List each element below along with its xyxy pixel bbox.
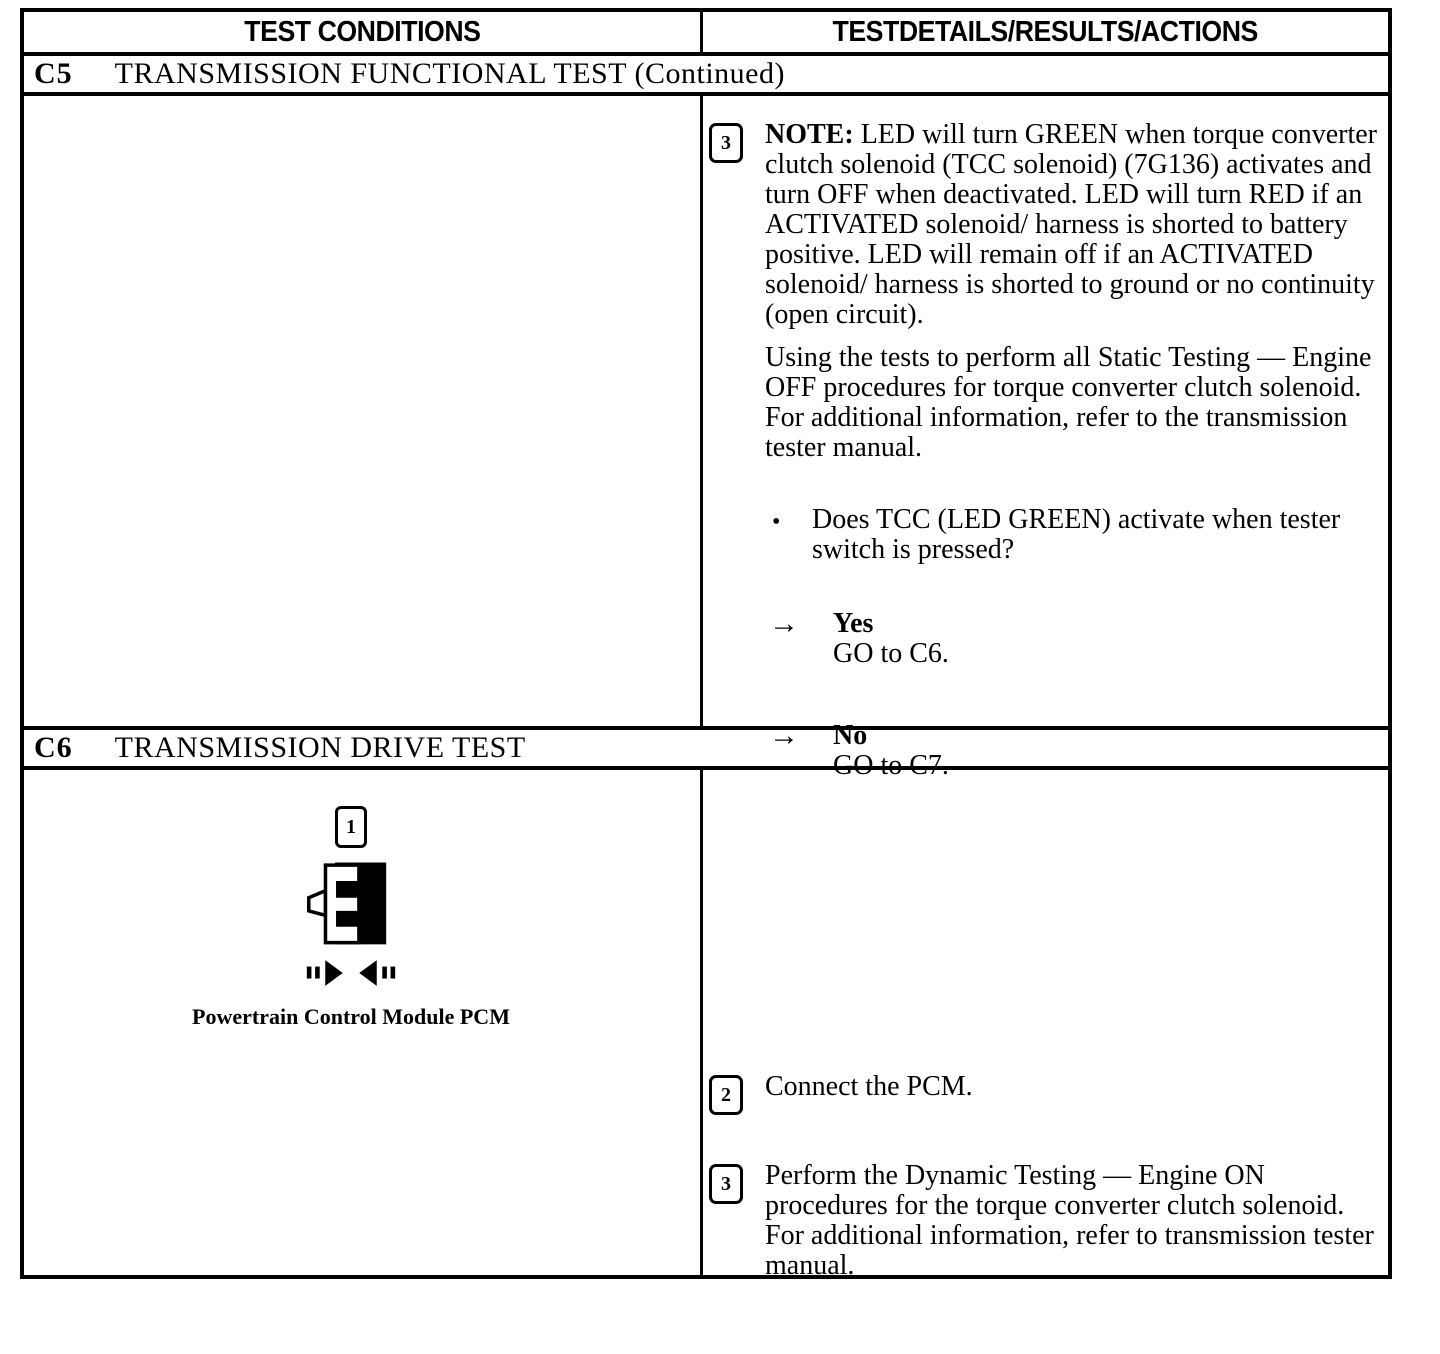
- c6-step-3-text: Perform the Dynamic Testing — Engine ON procedures for the torque converter clutch solenoid. For additional information, refer to transmission tester manual.: [765, 1160, 1374, 1281]
- step-badge: [709, 1075, 743, 1115]
- procedure-paragraph: Using the tests to perform all Static Testing — Engine OFF procedures for torque converter clutch solenoid. For additional information, refer to the transmission tester manual.: [765, 342, 1372, 463]
- arrow-right-icon: →: [769, 719, 799, 752]
- c6-step-2-text: Connect the PCM.: [765, 1071, 973, 1102]
- step-number: 3: [721, 131, 731, 154]
- result-no-label: No: [833, 720, 868, 751]
- result-yes-action: GO to C6.: [833, 638, 949, 669]
- header-test-details: [703, 12, 1388, 52]
- step-badge: [709, 1164, 743, 1204]
- header-test-conditions-label: TEST CONDITIONS: [243, 15, 481, 48]
- figure-caption: Powertrain Control Module PCM: [192, 1004, 510, 1029]
- note-paragraph: [765, 120, 1379, 330]
- c5-test-conditions-cell: [24, 96, 703, 726]
- section-c5-id: C5: [34, 57, 73, 90]
- step-number: 3: [721, 1172, 731, 1195]
- c5-step-3-body: [765, 120, 1379, 781]
- result-yes-label: Yes: [833, 608, 874, 639]
- question-text: Does TCC (LED GREEN) activate when tester switch is pressed?: [812, 504, 1341, 565]
- c5-step-3: [709, 120, 1388, 781]
- pcm-figure: [192, 806, 510, 1030]
- diagnostic-table: [20, 8, 1392, 1279]
- result-yes-row: [769, 609, 1379, 669]
- table-header-row: [24, 12, 1388, 56]
- header-test-details-label: TESTDETAILS/RESULTS/ACTIONS: [832, 15, 1259, 48]
- section-c6-body: [24, 770, 1388, 1281]
- result-no-action: GO to C7.: [833, 750, 949, 781]
- note-label: NOTE:: [765, 119, 854, 150]
- c6-test-conditions-cell: [24, 770, 703, 1275]
- section-c6-title: TRANSMISSION DRIVE TEST: [114, 731, 526, 764]
- step-number: 2: [721, 1083, 731, 1106]
- note-text: LED will turn GREEN when torque converter clutch solenoid (TCC solenoid) (7G136) activates and turn OFF when deactivated. LED will turn RED if an ACTIVATED solenoid/ harness is shorted to battery positive. LED will remain off if an ACTIVATED solenoid/ harness is shorted to ground or no continuity (open circuit).: [765, 119, 1377, 330]
- header-test-conditions: [24, 12, 703, 52]
- bullet-icon: •: [772, 509, 781, 535]
- c5-details-cell: [703, 96, 1388, 781]
- section-c6-id: C6: [34, 731, 73, 764]
- c6-details-cell: [703, 770, 1388, 1281]
- pcm-connector-icon: [307, 859, 395, 954]
- step-badge: [335, 806, 367, 848]
- c6-step-3: [709, 1161, 1388, 1281]
- c6-step-2: [709, 1072, 1388, 1115]
- section-c5-band: [24, 56, 1388, 96]
- section-c5-title: TRANSMISSION FUNCTIONAL TEST (Continued): [114, 57, 785, 90]
- step-number: 1: [346, 815, 356, 838]
- inward-arrows-icon: [305, 959, 397, 987]
- arrow-right-icon: →: [769, 607, 799, 640]
- question-row: [772, 505, 1379, 565]
- step-badge: [709, 123, 743, 163]
- result-yes: [833, 609, 949, 669]
